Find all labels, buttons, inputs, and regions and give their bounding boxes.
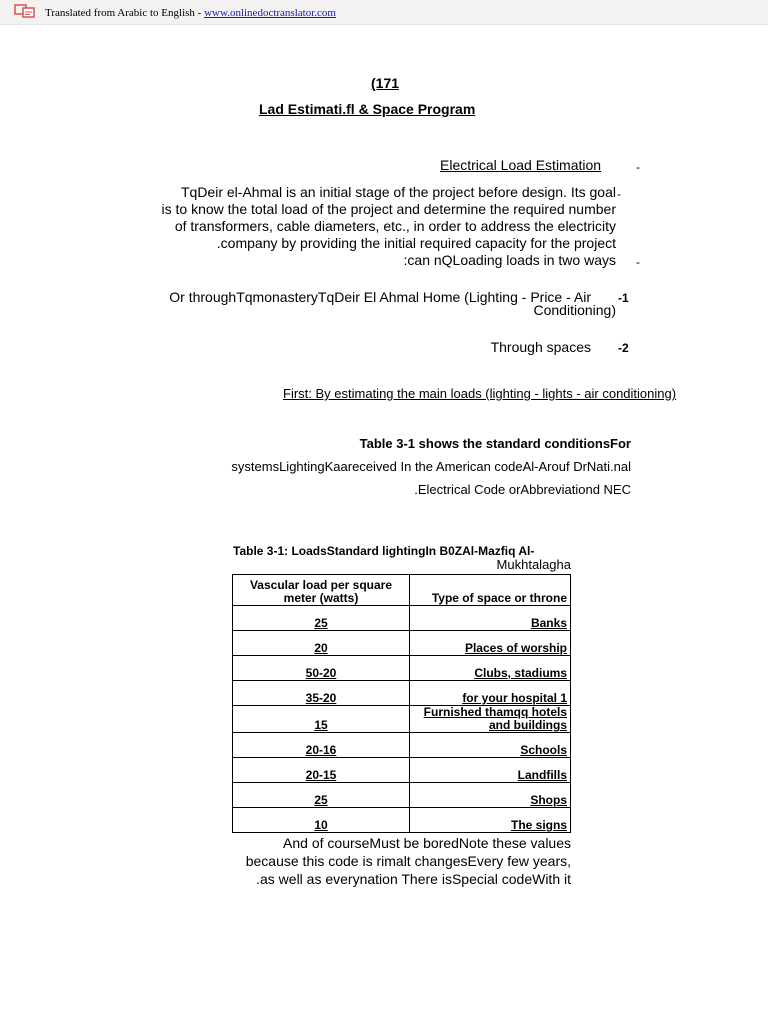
load-value: 20 bbox=[233, 631, 410, 656]
para2-line: Table 3-1 shows the standard conditionsFor bbox=[359, 436, 631, 451]
translator-banner bbox=[0, 0, 768, 25]
banner-text bbox=[45, 7, 336, 19]
table-row bbox=[233, 656, 571, 681]
table-row bbox=[233, 681, 571, 706]
column-header-load: Vascular load per square meter (watts) bbox=[233, 575, 410, 606]
method-2-number: -2 bbox=[618, 341, 629, 355]
intro-line: of transformers, cable diameters, etc., in order to address the electricity bbox=[174, 218, 616, 234]
load-value: 20-16 bbox=[233, 733, 410, 758]
bullet-dash: - bbox=[617, 187, 621, 201]
table-row bbox=[233, 733, 571, 758]
bullet-dash: - bbox=[636, 160, 640, 174]
table-caption-line-1: Table 3-1: LoadsStandard lightingIn B0ZAl-Mazfiq Al- bbox=[233, 544, 535, 558]
bullet-dash: - bbox=[636, 255, 640, 269]
translator-link[interactable]: www.onlinedoctranslator.com bbox=[204, 7, 336, 19]
load-value: 15 bbox=[233, 706, 410, 733]
intro-line: :can nQLoading loads in two ways bbox=[403, 252, 616, 268]
intro-line: is to know the total load of the project and determine the required number bbox=[161, 201, 616, 217]
section-heading: Electrical Load Estimation bbox=[440, 157, 602, 173]
table-row bbox=[233, 783, 571, 808]
table-row bbox=[233, 758, 571, 783]
table-caption-line-2: Mukhtalagha bbox=[496, 557, 571, 572]
closing-line: .as well as everynation There isSpecial codeWith it bbox=[256, 871, 571, 887]
method-1-number: -1 bbox=[618, 291, 629, 305]
lighting-loads-table bbox=[232, 574, 571, 833]
standard-conditions-paragraph bbox=[231, 432, 631, 501]
space-type: Places of worship bbox=[410, 631, 571, 656]
space-type: Shops bbox=[410, 783, 571, 808]
method-1-line-1: Or throughTqmonasteryTqDeir El Ahmal Home (Lighting - Price - Air bbox=[169, 289, 591, 305]
space-type: Clubs, stadiums bbox=[410, 656, 571, 681]
method-1-line-2: Conditioning) bbox=[533, 302, 616, 318]
table-row bbox=[233, 606, 571, 631]
table-row bbox=[233, 808, 571, 833]
closing-paragraph bbox=[246, 834, 571, 888]
closing-line: And of courseMust be boredNote these values bbox=[283, 835, 571, 851]
intro-paragraph bbox=[162, 184, 617, 269]
para2-line: .Electrical Code orAbbreviationd NEC bbox=[414, 482, 631, 497]
space-type: The signs bbox=[410, 808, 571, 833]
page-number: (171 bbox=[371, 75, 400, 91]
closing-line: because this code is rimalt changesEvery few years, bbox=[245, 853, 571, 869]
table-row bbox=[233, 706, 571, 733]
translator-logo-icon bbox=[14, 4, 36, 18]
load-value: 25 bbox=[233, 606, 410, 631]
load-value: 25 bbox=[233, 783, 410, 808]
space-type: Banks bbox=[410, 606, 571, 631]
page-title: Lad Estimati.fl & Space Program bbox=[259, 101, 476, 117]
para2-line: systemsLightingKaareceived In the American codeAl-Arouf DrNati.nal bbox=[231, 459, 631, 474]
table-row bbox=[233, 631, 571, 656]
table-header-row bbox=[233, 575, 571, 606]
load-value: 10 bbox=[233, 808, 410, 833]
intro-line: .company by providing the initial required capacity for the project bbox=[216, 235, 616, 251]
space-type: Landfills bbox=[410, 758, 571, 783]
load-value: 35-20 bbox=[233, 681, 410, 706]
space-type: Schools bbox=[410, 733, 571, 758]
banner-label: Translated from Arabic to English - bbox=[45, 7, 205, 19]
load-value: 20-15 bbox=[233, 758, 410, 783]
first-heading: First: By estimating the main loads (lighting - lights - air conditioning) bbox=[283, 386, 677, 401]
space-type: for your hospital 1 bbox=[410, 681, 571, 706]
load-value: 50-20 bbox=[233, 656, 410, 681]
space-type: Furnished thamqq hotels and buildings bbox=[410, 706, 571, 733]
intro-line: TqDeir el-Ahmal is an initial stage of the project before design. Its goal bbox=[180, 184, 616, 200]
column-header-space-type: Type of space or throne bbox=[410, 575, 571, 606]
method-2-text: Through spaces bbox=[490, 339, 591, 355]
